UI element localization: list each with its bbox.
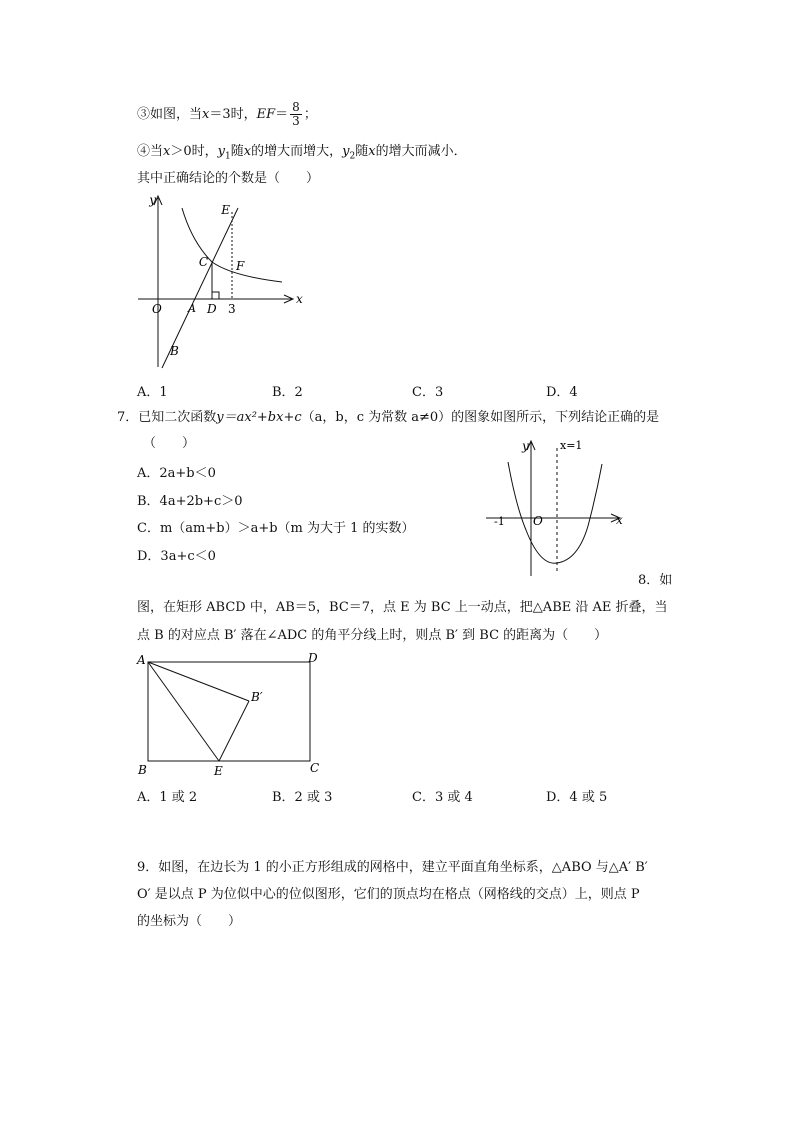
q6-statement-4: ④当x＞0时，$y_1$随x的增大而增大，$y_2$随x的增大而减小． [137,144,467,162]
q7-label-x: x [616,513,623,527]
q7-stem: 7．已知二次函数y＝ax²+bx+c（a，b，c 为常数 a≠0）的图象如图所示，下列结论正确的是 [117,410,660,425]
q6-option-b[interactable]: B．2 [272,385,303,400]
q7-option-b[interactable]: B．4a+2b+c＞0 [137,494,243,509]
q8-label-B-prime: B′ [251,690,263,704]
q7-option-c[interactable]: C．m（am+b）＞a+b（m 为大于 1 的实数） [137,521,415,536]
q7-label-y: y [522,439,529,453]
q7-figure [482,434,632,579]
q8-stem-line1: 图，在矩形 ABCD 中，AB＝5，BC＝7，点 E 为 BC 上一动点，把△ABE 沿 AE 折叠，当 [137,600,668,615]
q8-label-E: E [214,764,223,778]
q6-label-3: 3 [228,302,236,316]
q6-label-y: y [149,193,156,207]
q6-label-O: O [152,302,162,316]
q8-option-d[interactable]: D．4 或 5 [546,790,608,805]
q8-option-c[interactable]: C．3 或 4 [412,790,473,805]
q8-segment-AB-prime [148,662,249,701]
q6-option-a[interactable]: A．1 [137,385,168,400]
q6-label-x: x [296,292,303,306]
q6-right-angle-mark [212,292,219,299]
q7-parabola [508,462,602,563]
q6-label-A: A [188,302,196,315]
q8-stem-line2: 点 B 的对应点 B′ 落在∠ADC 的角平分线上时，则点 B′ 到 BC 的距离为（ ） [137,628,608,643]
q8-label-D: D [308,651,318,665]
q9-stem-line2: O′ 是以点 P 为位似中心的位似图形，它们的顶点均在格点（网格线的交点）上，则点 P [137,887,640,902]
q7-label-O: O [533,514,543,528]
q6-label-E: E [221,203,230,217]
q6-option-d[interactable]: D．4 [546,385,578,400]
q8-label-C: C [310,761,320,775]
q7-label-axis: x=1 [560,439,583,452]
q9-stem-line3: 的坐标为（ ） [137,914,242,929]
q8-figure [132,650,332,780]
q7-option-a[interactable]: A．2a+b＜0 [137,466,216,481]
q8-option-a[interactable]: A．1 或 2 [137,790,198,805]
q7-label-minus1: -1 [494,515,505,528]
q8-option-b[interactable]: B．2 或 3 [272,790,333,805]
q6-question: 其中正确结论的个数是（ ） [137,171,320,186]
q6-option-c[interactable]: C．3 [412,385,444,400]
q6-label-D: D [207,302,217,316]
q6-label-C: C [198,255,208,269]
q8-rectangle-ABCD [148,662,310,761]
q7-answer-paren: （ ） [143,436,196,451]
q7-option-d[interactable]: D．3a+c＜0 [137,549,216,564]
q6-statement-3: ③如图，当x＝3时，EF＝ $\frac{8}{3}$ ； [137,100,317,128]
q8-number: 8．如 [638,573,673,588]
fraction-eight-thirds: $\frac{8}{3}$ [292,100,300,128]
q8-segment-B-prime-E [219,701,249,761]
q6-figure [134,192,314,372]
q6-label-F: F [236,259,245,273]
q6-label-B: B [170,344,179,358]
q8-label-A: A [137,653,146,667]
q8-label-B: B [138,763,147,777]
q9-stem-line1: 9．如图，在边长为 1 的小正方形组成的网格中，建立平面直角坐标系，△ABO 与△A′ B′ [137,860,648,875]
q8-segment-AE [148,662,219,761]
